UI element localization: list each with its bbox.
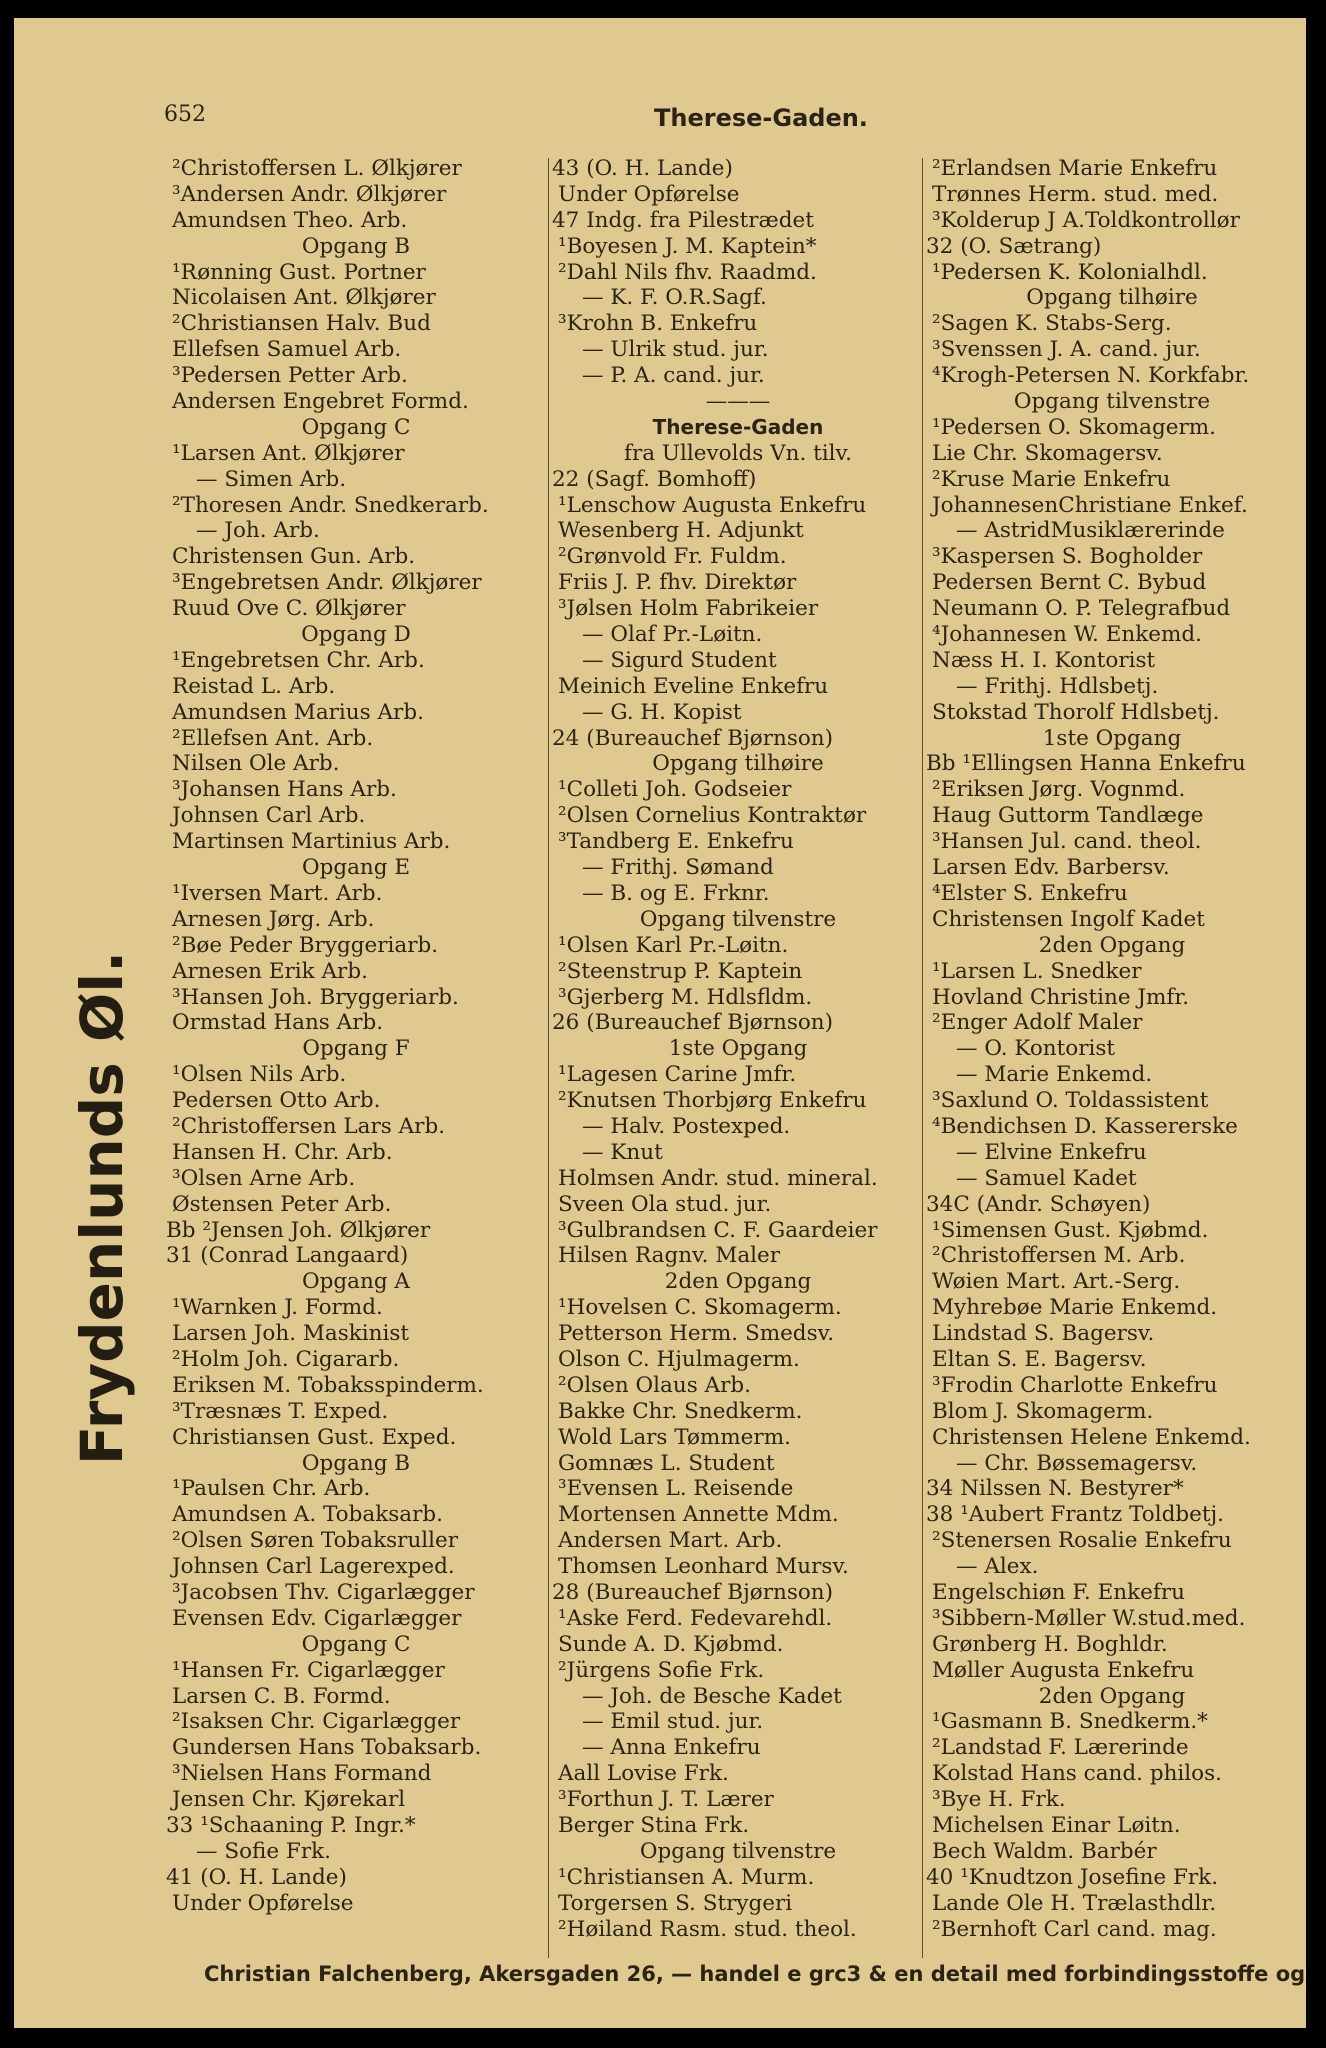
directory-entry: — Marie Enkemd. (956, 1062, 1153, 1088)
directory-entry: Opgang F (302, 1036, 410, 1062)
directory-entry: ²Knutsen Thorbjørg Enkefru (558, 1088, 867, 1114)
directory-entry: Amundsen Marius Arb. (172, 699, 424, 725)
directory-entry: Gundersen Hans Tobaksarb. (172, 1735, 482, 1761)
directory-entry: Wøien Mart. Art.-Serg. (932, 1269, 1181, 1295)
directory-entry: Eriksen M. Tobaksspinderm. (172, 1372, 484, 1398)
directory-entry: — Ulrik stud. jur. (582, 337, 769, 363)
side-advert-text: Frydenlunds Øl. (68, 950, 136, 1466)
directory-entry: — Joh. Arb. (196, 518, 320, 544)
directory-entry: ³Gjerberg M. Hdlsfldm. (558, 984, 813, 1010)
directory-entry: ¹Pedersen K. Kolonialhdl. (932, 259, 1208, 285)
directory-entry: ³Svenssen J. A. cand. jur. (932, 337, 1201, 363)
directory-entry: Nicolaisen Ant. Ølkjører (172, 285, 436, 311)
directory-entry: Neumann O. P. Telegrafbud (932, 596, 1231, 622)
directory-entry: Friis J. P. fhv. Direktør (558, 570, 797, 596)
directory-entry: — P. A. cand. jur. (582, 363, 765, 389)
directory-entry: — Emil stud. jur. (582, 1709, 764, 1735)
directory-entry: ³Jacobsen Thv. Cigarlægger (172, 1579, 475, 1605)
directory-entry: ³Evensen L. Reisende (558, 1476, 794, 1502)
directory-entry: 22 (Sagf. Bomhoff) (552, 466, 757, 492)
page-number: 652 (164, 102, 206, 127)
directory-entry: ²Kruse Marie Enkefru (932, 466, 1171, 492)
directory-entry: ——— (705, 389, 771, 415)
directory-entry: Jensen Chr. Kjørekarl (172, 1787, 406, 1813)
directory-entry: — Sofie Frk. (196, 1838, 331, 1864)
directory-entry: Lie Chr. Skomagersv. (932, 440, 1163, 466)
directory-page (14, 18, 1306, 2028)
directory-entry: Haug Guttorm Tandlæge (932, 803, 1204, 829)
directory-entry: ¹Rønning Gust. Portner (172, 259, 426, 285)
directory-entry: Larsen Joh. Maskinist (172, 1321, 410, 1347)
directory-entry: JohannesenChristiane Enkef. (932, 492, 1248, 518)
directory-entry: Bakke Chr. Snedkerm. (558, 1398, 803, 1424)
directory-entry: ¹Lenschow Augusta Enkefru (558, 492, 867, 518)
directory-entry: Sunde A. D. Kjøbmd. (558, 1631, 784, 1657)
directory-entry: ¹Christiansen A. Murm. (558, 1864, 815, 1890)
directory-entry: Opgang E (301, 855, 411, 881)
directory-entry: 2den Opgang (1038, 1683, 1186, 1709)
directory-entry: Trønnes Herm. stud. med. (932, 181, 1219, 207)
directory-entry: ⁴Krogh-Petersen N. Korkfabr. (932, 363, 1250, 389)
directory-entry: ²Enger Adolf Maler (932, 1010, 1143, 1036)
directory-entry: ¹Paulsen Chr. Arb. (172, 1476, 371, 1502)
directory-entry: Opgang tilvenstre (639, 1838, 837, 1864)
directory-entry: Stokstad Thorolf Hdlsbetj. (932, 699, 1220, 725)
directory-entry: Hilsen Ragnv. Maler (558, 1243, 781, 1269)
directory-entry: 26 (Bureauchef Bjørnson) (552, 1010, 834, 1036)
directory-entry: Andersen Mart. Arb. (558, 1528, 783, 1554)
directory-entry: ¹Larsen Ant. Ølkjører (172, 440, 405, 466)
directory-entry: — Elvine Enkefru (956, 1139, 1147, 1165)
directory-entry: ¹Gasmann B. Snedkerm.* (932, 1709, 1208, 1735)
directory-entry: Ruud Ove C. Ølkjører (172, 596, 406, 622)
directory-entry: ³Træsnæs T. Exped. (172, 1398, 389, 1424)
directory-entry: 2den Opgang (1038, 932, 1186, 958)
directory-entry: ²Landstad F. Lærerinde (932, 1735, 1189, 1761)
directory-entry: Sveen Ola stud. jur. (558, 1191, 772, 1217)
directory-entry: Holmsen Andr. stud. mineral. (558, 1165, 878, 1191)
directory-entry: Myhrebøe Marie Enkemd. (932, 1295, 1218, 1321)
directory-entry: ³Kolderup J A.Toldkontrollør (932, 207, 1240, 233)
directory-entry: Christensen Gun. Arb. (172, 544, 416, 570)
directory-entry: ³Andersen Andr. Ølkjører (172, 181, 447, 207)
directory-entry: Opgang tilvenstre (639, 906, 837, 932)
directory-entry: 24 (Bureauchef Bjørnson) (552, 725, 834, 751)
directory-entry: Næss H. I. Kontorist (932, 647, 1156, 673)
directory-entry: Berger Stina Frk. (558, 1813, 750, 1838)
directory-entry: ⁴Elster S. Enkefru (932, 880, 1128, 906)
directory-entry: Johnsen Carl Lagerexped. (172, 1554, 455, 1580)
directory-entry: 1ste Opgang (1042, 725, 1182, 751)
directory-entry: ²Olsen Olaus Arb. (558, 1372, 751, 1398)
directory-entry: Lindstad S. Bagersv. (932, 1321, 1155, 1347)
directory-entry: Hansen H. Chr. Arb. (172, 1139, 393, 1165)
directory-entry: ²Eriksen Jørg. Vognmd. (932, 777, 1186, 803)
directory-entry: Eltan S. E. Bagersv. (932, 1346, 1147, 1372)
directory-entry: ³Johansen Hans Arb. (172, 777, 397, 803)
directory-entry: ⁴Bendichsen D. Kassererske (932, 1113, 1238, 1139)
directory-entry: Larsen C. B. Formd. (172, 1683, 391, 1709)
directory-entry: Under Opførelse (172, 1890, 354, 1916)
directory-entry: ³Sibbern-Møller W.stud.med. (932, 1605, 1246, 1631)
directory-entry: Amundsen A. Tobaksarb. (172, 1502, 443, 1528)
directory-entry: — K. F. O.R.Sagf. (582, 285, 767, 311)
directory-entry: ²Olsen Cornelius Kontraktør (558, 803, 867, 829)
directory-entry: ³Kaspersen S. Bogholder (932, 544, 1203, 570)
directory-entry: ²Olsen Søren Tobaksruller (172, 1528, 459, 1554)
directory-entry: Meinich Eveline Enkefru (558, 673, 829, 699)
directory-entry: ²Steenstrup P. Kaptein (558, 958, 803, 984)
directory-entry: 2den Opgang (664, 1269, 812, 1295)
directory-entry: ³Hansen Jul. cand. theol. (932, 829, 1202, 855)
directory-entry: ³Saxlund O. Toldassistent (932, 1088, 1209, 1114)
directory-entry: ²Holm Joh. Cigararb. (172, 1346, 400, 1372)
directory-entry: Christensen Ingolf Kadet (932, 906, 1205, 932)
directory-entry: Bech Waldm. Barbér (932, 1838, 1157, 1864)
directory-entry: Opgang tilhøire (652, 751, 824, 777)
directory-entry: Hovland Christine Jmfr. (932, 984, 1190, 1010)
directory-entry: ²Dahl Nils fhv. Raadmd. (558, 259, 817, 285)
footer-advert: Christian Falchenberg, Akersgaden 26, — handel e grc3 & en detail med forbindingsstoffe og (204, 1962, 1306, 1986)
directory-entry: — Sigurd Student (582, 647, 777, 673)
directory-entry: — AstridMusiklærerinde (956, 518, 1225, 544)
directory-entry: ²Erlandsen Marie Enkefru (932, 156, 1218, 181)
directory-entry: Opgang B (301, 1450, 411, 1476)
directory-entry: Bb ²Jensen Joh. Ølkjører (166, 1217, 431, 1243)
directory-entry: Opgang A (302, 1269, 410, 1295)
directory-entry: — Alex. (956, 1554, 1039, 1580)
column-2 (552, 156, 924, 1942)
directory-entry: ³Olsen Arne Arb. (172, 1165, 356, 1191)
directory-entry: Under Opførelse (558, 181, 740, 207)
directory-entry: Evensen Edv. Cigarlægger (172, 1605, 462, 1631)
directory-entry: ¹Colleti Joh. Godseier (558, 777, 792, 803)
directory-entry: — Knut (582, 1139, 663, 1165)
directory-entry: 31 (Conrad Langaard) (166, 1243, 409, 1269)
directory-entry: Opgang tilvenstre (1013, 389, 1211, 415)
directory-entry: ¹Pedersen O. Skomagerm. (932, 414, 1216, 440)
column-3 (926, 156, 1298, 1942)
directory-entry: ¹Iversen Mart. Arb. (172, 880, 383, 906)
directory-entry: Opgang C (301, 1631, 411, 1657)
directory-entry: ²Christoffersen M. Arb. (932, 1243, 1186, 1269)
directory-entry: ⁴Johannesen W. Enkemd. (932, 622, 1202, 648)
directory-entry: Gomnæs L. Student (558, 1450, 775, 1476)
directory-entry: 43 (O. H. Lande) (552, 156, 733, 181)
directory-entry: ²Christoffersen Lars Arb. (172, 1113, 446, 1139)
directory-entry: — B. og E. Frknr. (582, 880, 770, 906)
directory-entry: ¹Hovelsen C. Skomagerm. (558, 1295, 842, 1321)
directory-entry: ³Nielsen Hans Formand (172, 1761, 432, 1787)
directory-entry: ²Sagen K. Stabs-Serg. (932, 311, 1172, 337)
directory-entry: 1ste Opgang (668, 1036, 808, 1062)
directory-entry: — Chr. Bøssemagersv. (956, 1450, 1198, 1476)
directory-entry: Nilsen Ole Arb. (172, 751, 340, 777)
directory-entry: ¹Larsen L. Snedker (932, 958, 1142, 984)
directory-entry: ³Pedersen Petter Arb. (172, 363, 408, 389)
directory-entry: Lande Ole H. Trælasthdlr. (932, 1890, 1217, 1916)
column-1 (166, 156, 546, 1917)
directory-entry: Torgersen S. Strygeri (558, 1890, 793, 1916)
directory-entry: 41 (O. H. Lande) (166, 1864, 347, 1890)
column-rule (548, 158, 549, 1958)
directory-entry: Bb ¹Ellingsen Hanna Enkefru (926, 751, 1246, 777)
directory-entry: Kolstad Hans cand. philos. (932, 1761, 1222, 1787)
directory-entry: ²Thoresen Andr. Snedkerarb. (172, 492, 489, 518)
directory-entry: ²Stenersen Rosalie Enkefru (932, 1528, 1232, 1554)
directory-entry: ¹Engebretsen Chr. Arb. (172, 647, 425, 673)
directory-entry: Andersen Engebret Formd. (172, 389, 469, 415)
directory-entry: Opgang B (301, 233, 411, 259)
directory-entry: ¹Aske Ferd. Fedevarehdl. (558, 1605, 833, 1631)
directory-entry: — Olaf Pr.-Løitn. (582, 622, 763, 648)
directory-entry: — Joh. de Besche Kadet (582, 1683, 842, 1709)
directory-entry: 47 Indg. fra Pilestrædet (552, 207, 814, 233)
directory-entry: ³Gulbrandsen C. F. Gaardeier (558, 1217, 878, 1243)
directory-entry: Wesenberg H. Adjunkt (558, 518, 804, 544)
directory-entry: — Frithj. Sømand (582, 855, 774, 881)
directory-entry: — Anna Enkefru (582, 1735, 761, 1761)
directory-entry: Blom J. Skomagerm. (932, 1398, 1154, 1424)
running-head: Therese-Gaden. (654, 104, 868, 132)
directory-entry: Ellefsen Samuel Arb. (172, 337, 402, 363)
directory-entry: Michelsen Einar Løitn. (932, 1813, 1181, 1838)
directory-entry: ¹Hansen Fr. Cigarlægger (172, 1657, 445, 1683)
directory-entry: ²Ellefsen Ant. Arb. (172, 725, 374, 751)
directory-entry: 28 (Bureauchef Bjørnson) (552, 1579, 834, 1605)
directory-entry: Thomsen Leonhard Mursv. (558, 1554, 849, 1580)
directory-entry: — Halv. Postexped. (582, 1113, 791, 1139)
directory-entry: ²Bøe Peder Bryggeriarb. (172, 932, 439, 958)
directory-entry: ¹Boyesen J. M. Kaptein* (558, 233, 817, 259)
directory-entry: ²Christoffersen L. Ølkjører (172, 156, 462, 181)
directory-entry: ²Christiansen Halv. Bud (172, 311, 431, 337)
directory-entry: Larsen Edv. Barbersv. (932, 855, 1170, 881)
directory-entry: Arnesen Jørg. Arb. (172, 906, 375, 932)
directory-entry: 33 ¹Schaaning P. Ingr.* (166, 1813, 416, 1838)
directory-entry: Mortensen Annette Mdm. (558, 1502, 839, 1528)
directory-entry: Grønberg H. Boghldr. (932, 1631, 1168, 1657)
directory-entry: ³Frodin Charlotte Enkefru (932, 1372, 1218, 1398)
directory-entry: ³Engebretsen Andr. Ølkjører (172, 570, 482, 596)
directory-entry: ³Krohn B. Enkefru (558, 311, 758, 337)
directory-entry: ²Bernhoft Carl cand. mag. (932, 1916, 1217, 1942)
directory-entry: ¹Lagesen Carine Jmfr. (558, 1062, 797, 1088)
directory-entry: ²Høiland Rasm. stud. theol. (558, 1916, 857, 1942)
directory-entry: Møller Augusta Enkefru (932, 1657, 1195, 1683)
directory-entry: ¹Simensen Gust. Kjøbmd. (932, 1217, 1209, 1243)
directory-entry: — Samuel Kadet (956, 1165, 1137, 1191)
directory-entry: Amundsen Theo. Arb. (172, 207, 408, 233)
directory-entry: ³Tandberg E. Enkefru (558, 829, 794, 855)
directory-entry: Opgang C (301, 414, 411, 440)
directory-entry: 38 ¹Aubert Frantz Toldbetj. (926, 1502, 1224, 1528)
directory-entry: Martinsen Martinius Arb. (172, 829, 451, 855)
directory-entry: Østensen Peter Arb. (172, 1191, 392, 1217)
directory-entry: Arnesen Erik Arb. (172, 958, 368, 984)
directory-entry: 40 ¹Knudtzon Josefine Frk. (926, 1864, 1219, 1890)
directory-entry: Olson C. Hjulmagerm. (558, 1346, 800, 1372)
directory-entry: ²Jürgens Sofie Frk. (558, 1657, 765, 1683)
directory-entry: ³Jølsen Holm Fabrikeier (558, 596, 819, 622)
directory-entry: Wold Lars Tømmerm. (558, 1424, 791, 1450)
directory-entry: Pedersen Otto Arb. (172, 1088, 381, 1114)
directory-entry: ¹Olsen Nils Arb. (172, 1062, 347, 1088)
directory-entry: ²Grønvold Fr. Fuldm. (558, 544, 787, 570)
directory-entry: ³Forthun J. T. Lærer (558, 1787, 774, 1813)
directory-entry: Opgang D (301, 622, 411, 648)
directory-entry: — Simen Arb. (196, 466, 347, 492)
directory-entry: ³Hansen Joh. Bryggeriarb. (172, 984, 459, 1010)
directory-entry: ³Bye H. Frk. (932, 1787, 1066, 1813)
directory-entry: Therese-Gaden (652, 414, 824, 439)
directory-entry: Pedersen Bernt C. Bybud (932, 570, 1207, 596)
directory-entry: — Frithj. Hdlsbetj. (956, 673, 1159, 699)
directory-entry: fra Ullevolds Vn. tilv. (624, 440, 852, 466)
directory-entry: 32 (O. Sætrang) (926, 233, 1102, 259)
directory-entry: Christiansen Gust. Exped. (172, 1424, 457, 1450)
directory-entry: ¹Olsen Karl Pr.-Løitn. (558, 932, 789, 958)
directory-entry: Christensen Helene Enkemd. (932, 1424, 1251, 1450)
directory-entry: ¹Warnken J. Formd. (172, 1295, 383, 1321)
directory-entry: ²Isaksen Chr. Cigarlægger (172, 1709, 461, 1735)
directory-entry: Aall Lovise Frk. (558, 1761, 729, 1787)
directory-entry: — G. H. Kopist (582, 699, 742, 725)
directory-entry: 34C (Andr. Schøyen) (926, 1191, 1151, 1217)
directory-entry: Opgang tilhøire (1026, 285, 1198, 311)
directory-entry: Johnsen Carl Arb. (172, 803, 366, 829)
directory-entry: Ormstad Hans Arb. (172, 1010, 384, 1036)
directory-entry: Engelschiøn F. Enkefru (932, 1579, 1185, 1605)
directory-entry: Reistad L. Arb. (172, 673, 336, 699)
directory-entry: — O. Kontorist (956, 1036, 1116, 1062)
directory-entry: Petterson Herm. Smedsv. (558, 1321, 835, 1347)
directory-entry: 34 Nilssen N. Bestyrer* (926, 1476, 1184, 1502)
